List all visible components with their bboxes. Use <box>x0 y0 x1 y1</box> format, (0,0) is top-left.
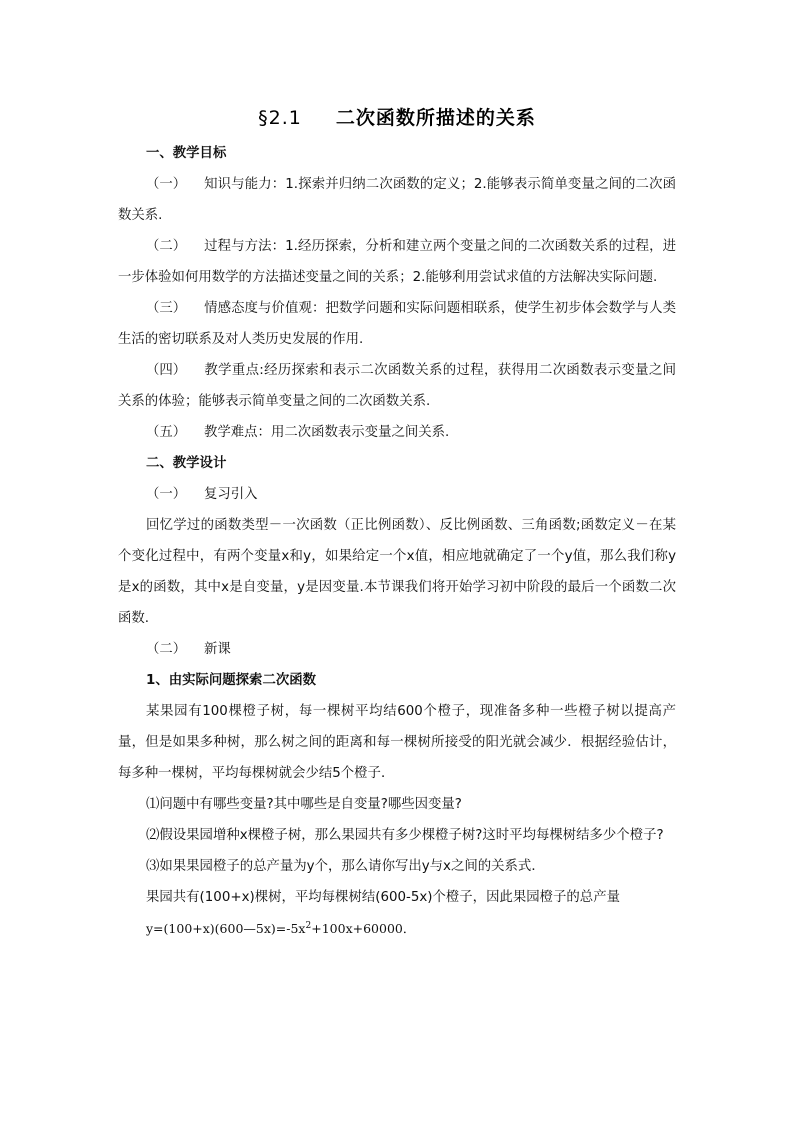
review-title: 复习引入 <box>204 487 258 502</box>
objective-label: （三） <box>146 301 187 316</box>
objective-item <box>118 169 676 231</box>
review-paragraph: 回忆学过的函数类型－一次函数（正比例函数）、反比例函数、三角函数;函数定义－在某个变化过程中，有两个变量x和y，如果给定一个x值，相应地就确定了一个y值，那么我们称y是x的函数，其中x是自变量，y是因变量.本节课我们将开始学习初中阶段的最后一个函数二次函数. <box>118 518 676 626</box>
new-lesson-title: 新课 <box>204 642 231 657</box>
objective-item <box>118 417 676 448</box>
question-3: ⑶如果果园橙子的总产量为y个，那么请你写出y与x之间的关系式． <box>146 859 545 874</box>
subheading-real-problem: 1、由实际问题探索二次函数 <box>146 673 317 688</box>
objective-label: （五） <box>146 425 187 440</box>
objective-item <box>118 355 676 417</box>
objective-text: 情感态度与价值观：把数学问题和实际问题相联系，使学生初步体会数学与人类生活的密切联系及对人类历史发展的作用. <box>118 301 676 347</box>
heading-objectives: 一、教学目标 <box>146 146 227 161</box>
section-number: §2.1 <box>258 107 302 129</box>
objective-text: 教学重点:经历探索和表示二次函数关系的过程，获得用二次函数表示变量之间关系的体验；能够表示简单变量之间的二次函数关系. <box>118 363 676 409</box>
formula-exponent: 2 <box>305 920 312 931</box>
new-lesson-heading <box>118 634 676 665</box>
objective-item <box>118 231 676 293</box>
formula-left: y=(100+x)(600—5x)=-5x <box>146 921 306 936</box>
new-lesson-label: （二） <box>146 642 187 657</box>
objective-text: 知识与能力：1.探索并归纳二次函数的定义；2.能够表示简单变量之间的二次函数关系. <box>118 177 676 223</box>
objective-text: 教学难点：用二次函数表示变量之间关系. <box>204 425 450 440</box>
formula-right: +100x+60000． <box>311 921 416 936</box>
objective-label: （一） <box>146 177 187 192</box>
formula <box>118 913 676 944</box>
page-title <box>0 103 794 130</box>
document-body <box>118 138 676 944</box>
review-label: （一） <box>146 487 187 502</box>
section-title: 二次函数所描述的关系 <box>335 107 536 129</box>
objective-label: （四） <box>146 363 187 378</box>
answer-paragraph: 果园共有(100+x)棵树，平均每棵树结(600-5x)个橙子，因此果园橙子的总产量 <box>146 890 620 905</box>
objective-label: （二） <box>146 239 187 254</box>
heading-design: 二、教学设计 <box>146 456 227 471</box>
review-heading <box>118 479 676 510</box>
objective-item <box>118 293 676 355</box>
objective-text: 过程与方法：1.经历探索，分析和建立两个变量之间的二次函数关系的过程，进一步体验如何用数学的方法描述变量之间的关系；2.能够利用尝试求值的方法解决实际问题. <box>118 239 676 285</box>
question-1: ⑴问题中有哪些变量?其中哪些是自变量?哪些因变量? <box>146 797 462 812</box>
question-2: ⑵假设果园增种x棵橙子树，那么果园共有多少棵橙子树?这时平均每棵树结多少个橙子? <box>146 828 664 843</box>
problem-paragraph: 某果园有100棵橙子树，每一棵树平均结600个橙子，现准备多种一些橙子树以提高产量，但是如果多种树，那么树之间的距离和每一棵树所接受的阳光就会减少．根据经验估计，每多种一棵树，平均每棵树就会少结5个橙子． <box>118 704 676 781</box>
